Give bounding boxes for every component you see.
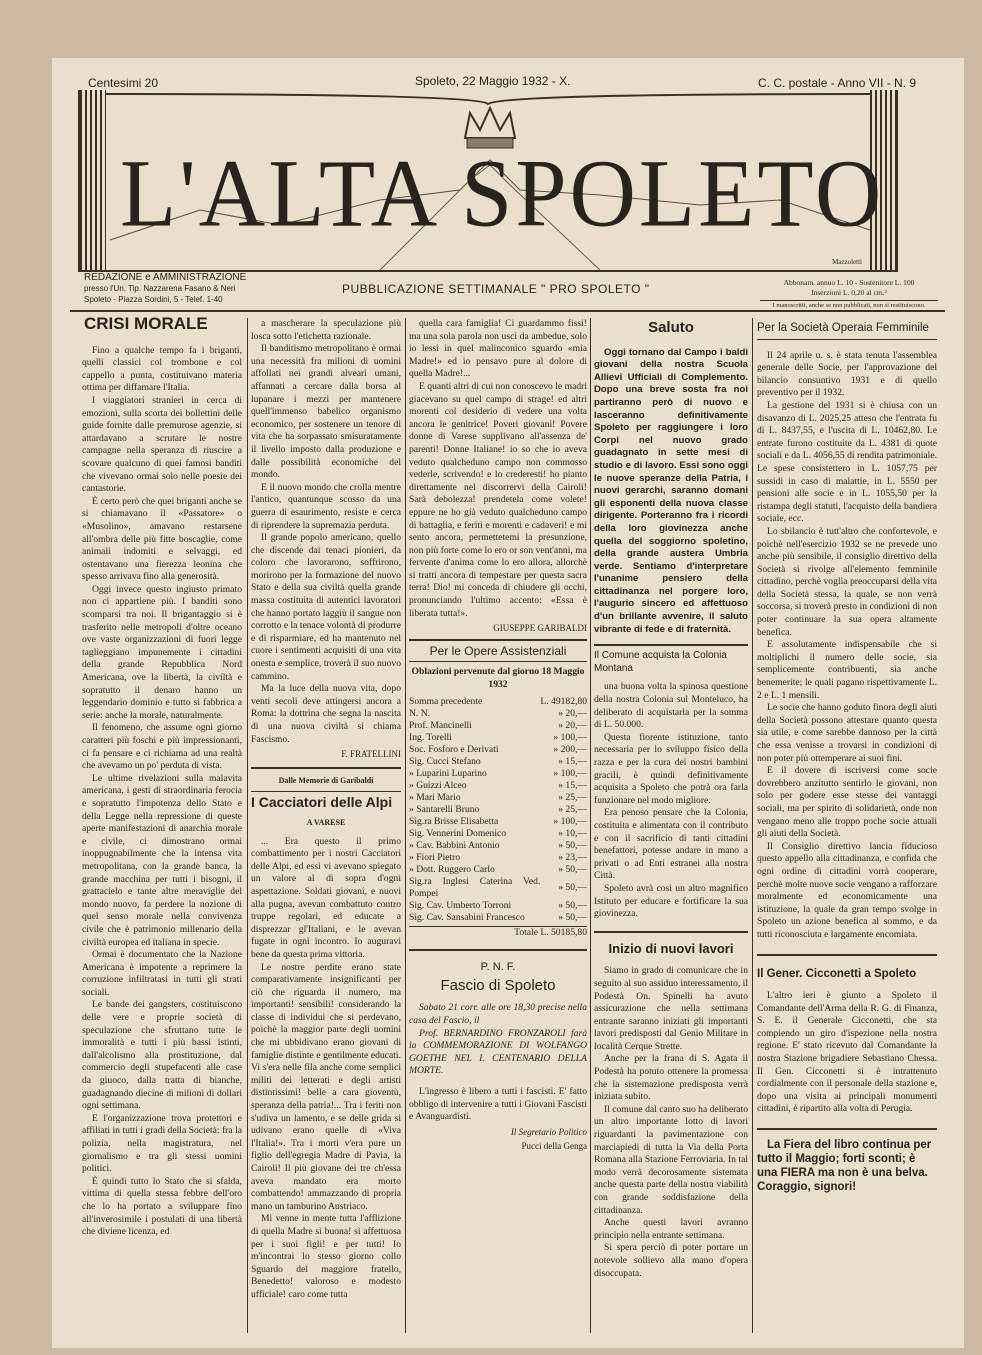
- donor-name: » Luparini Luparino: [409, 767, 487, 779]
- donation-row: [409, 792, 587, 804]
- donation-row: [409, 768, 587, 780]
- redazione-address: presso l'Un. Tip. Nazzarena Fasano & Neri: [84, 284, 236, 293]
- paragraph: E assolutamente indispensabile che si moltiplichi il numero delle socie, sia semplicemente contribuenti, sia anche benemerite; le quali pagano rispettivamente L. 2 e L. 1 mensili.: [757, 639, 937, 701]
- donation-row: [409, 912, 587, 924]
- divider: [752, 318, 753, 1333]
- paragraph: Fino a qualche tempo fa i briganti, quelli classici col trombone e col cappello a punta, costituivano materia ottima per diffamare l'Italia.: [82, 344, 242, 394]
- paragraph: Le socie che hanno goduto finora degli aiuti della Società possono attestare quanto questa sia utile, e come sarebbe dannoso per la città che essa venisse a trovarsi in condizioni di non poter più ottemperare ai suoi fini.: [757, 702, 937, 764]
- headline: Saluto: [648, 319, 694, 336]
- paragraph: ... Era questo il primo combattimento per i nostri Cacciatori delle Alpi, ed essi vi avevano spiegato un valore al di sopra d'ogni aspettazione. Soldati giovani, e nuovi alla pugna, avevan combattuto contro truppe regolari, ed educate a disprezzar gl'Italiani, e le avevan fugate in ogni incontro. Io auguravi bene da questa prima vittoria.: [251, 835, 401, 960]
- author: GIUSEPPE GARIBALDI: [493, 623, 587, 634]
- paragraph: Spoleto avrà così un altro magnifico Istituto per educare e fortificare la sua giovinezza.: [594, 882, 748, 920]
- paragraph: Oggi invece questo ingiusto primato non ci appartiene più. I banditi sono scomparsi tra noi. Il brigantaggio si è trasferito nelle metropoli d'oltre oceano ove vaste organizzazioni di fuori legge taglieggiano impunemente i cittadini della grande Repubblica Nord Americana, ove la libertà, la civiltà e sopratutto il denaro hanno un leggendario dominio e tutto si fabbrica a serie: anche la morale, naturalmente.: [82, 583, 242, 721]
- masthead: [78, 90, 898, 272]
- paragraph: Il fenomeno, che assume ogni giorno caratteri più foschi e più impressionanti, ci fa pensare e ci richiama ad una realtà che avevamo un po' perduta di vista.: [82, 722, 242, 772]
- paragraph: E quanti altri di cui non conoscevo le madri giacevano su quel campo di strage! ed altri morenti col desiderio di vedere una volta ancora le genitrice! Poveri giovani! Povere donne di Varese supplivano all'assenza de' parenti! Donne Italiane! io so che io aveva veduto qualcheduno campo non commosso vederle, scrivendo! e lo crederesti! ho pianto direttamente nel discorrervi della Cairoli! Sarà debolezza! prendetela come volete! eppure ne ho già veduto qualcheduno campo di battaglia, e feriti e morenti e cadaveri! e mi sento ancora, permettetemi la presunzione, non più forte come lo ero or son vent'anni, ma fervente d'anima come lo ero allora, allorchè si tratti ancora di tempestare per questa sacra terra! Dio! mi conceda di chiudere gli occhi, pronunciando l'ultimo accento: «Essa è liberata tutta!».: [409, 380, 587, 619]
- paragraph: una buona volta la spinosa questione della nostra Colonia sul Monteluco, ha deliberato di acquistarla per la somma di L. 50.000.: [594, 681, 748, 731]
- subheadline: Oblazioni pervenute dal giorno 18 Maggio 1932: [411, 666, 585, 691]
- divider: [70, 310, 945, 312]
- donation-row: [409, 780, 587, 792]
- donation-row: [409, 696, 587, 708]
- donation-amount: » 23,—: [558, 851, 587, 863]
- donation-amount: » 25,—: [558, 803, 587, 815]
- paragraph: Questa fiorente istituzione, tanto necessaria per lo sviluppo fisico della razza e per la cura dei nostri bambini gracili, è quindi definitivamente acquisita a Spoleto che potrà ora farla funzionare nel modo migliore.: [594, 731, 748, 806]
- author: F. FRATELLINI: [341, 749, 401, 760]
- donation-amount: » 50,—: [558, 899, 587, 911]
- donor-name: » Santarelli Bruno: [409, 803, 480, 815]
- donor-name: Prof. Mancinelli: [409, 719, 472, 731]
- donation-row: [409, 756, 587, 768]
- price: Centesimi 20: [88, 76, 159, 90]
- donation-amount: » 10,—: [558, 827, 587, 839]
- donations-total: Totale L. 50185,80: [409, 926, 587, 940]
- donation-row: [409, 720, 587, 732]
- donation-row: [409, 852, 587, 864]
- donation-row: [409, 864, 587, 876]
- paragraph: Mi venne in mente tutta l'afflizione di quella Madre sì buona! sì affettuosa per i suoi figli! e per tutti! Io m'incontrai lo stesso giorno collo Sguardo del maggiore fratello, Benedetto! valoroso e modesto ufficiale! caro come tutta: [251, 1213, 401, 1300]
- paragraph: E il dovere di iscriversi come socie dovrebbero anzitutto sentirlo le giovani, non solo per godere esse stesse dei vantaggi sociali, ma per spirito di solidarietà, onde non vengano meno alle troppo poche socie attuali gli aiuti della Società.: [757, 765, 937, 840]
- donation-amount: » 100,—: [553, 731, 587, 743]
- paragraph: Lo sbilancio è tutt'altro che confortevole, e poichè nell'esercizio 1932 se ne prevede uno anche più sensibile, il consiglio direttivo della Società si rivolge all'elemento femminile cittadino, perchè voglia preoccuparsi della vita della Società stessa, la quale, se non verrà soccorsa, si troverà presto in condizioni di non poter continuare la sua opera altamente benefica.: [757, 525, 937, 638]
- paragraph: Le ultime rivelazioni sulla malavita americana, i gesti di straordinaria ferocia e sopratutto l'impotenza dello Stato e della Legge nella repressione di queste aperte manifestazioni di anarchia morale e civile, ci dimostrano ormai inoppugnabilmente che la intensa vita metropolitana, con la grande banca, la grande macchina per tutti i bisogni, il grattacielo e tante altre meraviglie del mondo nuovo, fa perdere la nozione di quel senso morale nella convivenza civile che è patrimonio millenario della civiltà europea ed italiana in specie.: [82, 772, 242, 948]
- kicker: P. N. F.: [480, 961, 516, 974]
- signature: Pucci della Genga: [521, 1141, 587, 1152]
- headline: Inizio di nuovi lavori: [608, 940, 734, 956]
- paragraph: È certo però che quei briganti anche se si chiamavano il «Passatore» o «Musolino», amavano restarsene all'ombra delle più fitte boscaglie, come animali indomiti e selvaggi, ed ostentavano una fierezza leonina che spesso arrivava fino alla generosità.: [82, 495, 242, 583]
- artist-signature: Mazzoletti: [832, 258, 862, 266]
- donor-name: » Dott. Ruggero Carlo: [409, 863, 495, 875]
- paragraph: E il nuovo mondo che crolla mentre l'antico, quantunque scosso da una guerra di esaurimento, resiste e cerca di riprendere la supremazia perduta.: [251, 481, 401, 531]
- donation-amount: » 50,—: [558, 863, 587, 875]
- donation-amount: » 200,—: [553, 743, 587, 755]
- divider: [247, 318, 248, 1333]
- paragraph: Si spera perciò di poter portare un notevole sollievo alla mano d'opera disoccupata.: [594, 1242, 748, 1279]
- signature-title: Il Segretario Politico: [510, 1126, 587, 1137]
- paragraph: a mascherare la speculazione più losca sotto l'etichetta razionale.: [251, 318, 401, 342]
- subtitle: PUBBLICAZIONE SETTIMANALE " PRO SPOLETO ": [342, 282, 650, 296]
- donor-name: » Fiori Pietro: [409, 851, 461, 863]
- donation-row: [409, 744, 587, 756]
- newspaper-title: L'ALTA SPOLETO: [120, 139, 885, 247]
- paragraph: E l'organizzazione trova protettori e affiliati in tutti i gradi della Società: fra la polizia, nella magistratura, nel giornalismo e tra gli stessi uomini politici.: [82, 1112, 242, 1175]
- paragraph: L'ingresso è libero a tutti i fascisti. E' fatto obbligo di intervenire a tutti i Giovani Fascisti e Avanguardisti.: [409, 1085, 587, 1123]
- donation-row: [409, 840, 587, 852]
- paragraph: Il comune dal canto suo ha deliberato un altro importante lotto di lavori riguardanti la pavimentazione con marciapiedi di tutta la Via della Porta Romana alla Stazione Ferroviaria. In tal modo verrà decorosamente sistemata anche questa parte della nostra viabilità con grande soddisfazione della cittadinanza.: [594, 1103, 748, 1216]
- donor-name: Sig. Vennerini Domenico: [409, 827, 507, 839]
- paragraph: Siamo in grado di comunicare che in seguito al suo assiduo interessamento, il Podestà On. Spinelli ha avuto assicurazione che nella settimana entrante saranno iniziati gli importanti lavori predisposti dal Genio Militare in località Cerque Strette.: [594, 965, 749, 1052]
- paragraph: Era penoso pensare che la Colonia, costituita e alimentata con il contributo e con il sacrificio di tanti cittadini benefattori, potesse andare in mano a privati o ad Enti estranei alla nostra Città.: [594, 807, 748, 882]
- donation-row: [409, 732, 587, 744]
- donation-amount: » 100,—: [553, 767, 587, 779]
- headline: I Cacciatori delle Alpi: [251, 794, 393, 811]
- donor-name: Sig. Cav. Sansabini Francesco: [409, 911, 525, 923]
- donation-amount: » 50,—: [558, 881, 587, 893]
- donor-name: Sig.ra Brisse Elisabetta: [409, 815, 499, 827]
- article-saluto: [594, 318, 748, 1280]
- paragraph: Anche per la frana di S. Agata il Podestà ha potuto ottenere la promessa che la sistemazione predisposta verrà iniziata subito.: [594, 1053, 748, 1103]
- paragraph: Oggi tornano dal Campo i baldi giovani della nostra Scuola Allievi Ufficiali di Complemento. Dopo una breve sosta fra noi partiranno però di nuovo e lasceranno definitivamente Spoleto per raggiungere i loro Corpi nel nuovo grado guadagnato in sette mesi di studio e di lavoro. Essi sono oggi le nuove speranze della Patria, i nuovi gerarchi, saranno domani gli esponenti della nuova classe dirigente. Porteranno fra i ricordi della loro giovinezza anche quella del soggiorno spoletino, della grande austera Umbria verde. Sentiamo d'interpretare l'unanime pensiero della cittadinanza nel porgere loro, l'augurio sincero ed affettuoso d'un brillante avvenire, il saluto vibrante di fede e di fraternità.: [594, 346, 748, 635]
- paragraph: L'altro ieri è giunto a Spoleto il Comandante dell'Arma della R. G. di Finanza, S. E. il Generale Cicconetti, che sta compiendo un giro d'ispezione nella nostra regione. E' stato ricevuto dal Comandante la nostra Stazione brigadiere Sebastiano Chessa. Il Gen. Cicconetti si è intrattenuto cordialmente con il personale della stazione e, dopo una visita ai principali monumenti cittadini, è ripartito alla volta di Perugia.: [757, 990, 937, 1115]
- donation-row: [409, 816, 587, 828]
- donation-row: [409, 900, 587, 912]
- donation-row: [409, 804, 587, 816]
- donor-name: N. N.: [409, 707, 431, 719]
- donation-row: [409, 828, 587, 840]
- paragraph: quella cara famiglia! Ci guardammo fissi! ma una sola parola non uscì da ambedue, solo io lessi in quel malinconico sguardo «mia Madre!» ed io pensavo pure al dolore di quella Madre!...: [409, 318, 587, 380]
- article-garibaldi-cont: [409, 318, 587, 1155]
- paragraph: Il banditismo metropolitano è ormai una necessità fra milioni di uomini affollati nei grandi alveari umani, affannati a cercare dalla borsa al lupanare i mezzi per mantenere quell'immenso babelico organismo economico, per sostenere un tenore di vita che ha sorpassato smisuratamente il livello imposto dalla produzione e dalle possibilità economiche del mondo.: [251, 343, 401, 481]
- headline: Il Gener. Cicconetti a Spoleto: [757, 967, 917, 980]
- donation-row: [409, 876, 587, 900]
- headline: Per le Opere Assistenziali: [429, 643, 567, 658]
- subscription-rate: Abbonam. annuo L. 10 - Sostenitore L. 100: [783, 278, 915, 287]
- redazione-phone: Spoleto - Piazza Sordini, 5 - Telef. 1-40: [84, 295, 223, 304]
- donations-table: [409, 696, 587, 924]
- headline: CRISI MORALE: [84, 314, 208, 333]
- donor-name: Sig. Cav. Umberto Torroni: [409, 899, 512, 911]
- paragraph: I viaggiatori stranieri in cerca di emozioni, sulla scorta dei bollettini delle guide fornite dalle premurose agenzie, si attardavano a scrutare le nostre campagne nella speranza di riuscire a scovare qualcuno di quei famosi banditi che vivevano ormai solo nelle poesie dei cantastorie.: [82, 394, 242, 495]
- paragraph: Anche questi lavori avranno principio nella entrante settimana.: [594, 1217, 748, 1241]
- divider: [405, 318, 406, 1333]
- paragraph: Il Consiglio direttivo lancia fiducioso questo appello alla cittadinanza, e confida che ogni ordine di cittadini vorrà cooperare, perchè molte nuove socie vengano a rafforzare moralmente ed economicamente una istituzione, la quale da gran tempo svolge in Spoleto un azione benefica al sommo, e da tutti riconosciuta e largamente encomiata.: [757, 840, 937, 940]
- donation-amount: » 50,—: [558, 911, 587, 923]
- article-crisi-morale: [82, 314, 242, 1239]
- paragraph: Il 24 aprile u. s. è stata tenuta l'assemblea generale delle Socie, per l'approvazione del bilancio consuntivo 1931 e di quello preventivo per il 1932.: [757, 349, 937, 399]
- donation-row: [409, 708, 587, 720]
- donor-name: Soc. Fosforo e Derivati: [409, 743, 499, 755]
- donation-amount: » 50,—: [558, 839, 587, 851]
- donor-name: Somma precedente: [409, 695, 483, 707]
- kicker: Dalle Memorie di Garibaldi: [278, 775, 374, 785]
- paragraph: Le bande dei gangsters, costituiscono delle vere e proprie società di speculazione che sfruttano tutte le immoralità e tutti i più bassi istinti, dall'alcolismo alla prostituzione, dal commercio degli stupefacenti alle case da giuoco, dalla tratta di bianche, guadagnando diecine di milioni di dollari ogni settimana.: [82, 999, 242, 1112]
- headline: Fascio di Spoleto: [440, 976, 556, 994]
- issue-info: C. C. postale - Anno VII - N. 9: [758, 76, 917, 90]
- divider: [590, 318, 591, 1333]
- donor-name: Sig.ra Inglesi Caterina Ved. Pompei: [409, 875, 541, 899]
- paragraph: È quindi tutto lo Stato che si sfalda, vittima di quella stessa febbre dell'oro che lo ha portato a sviluppare fino all'inverosimile i postulati di una libertà che diviene licenza, ed: [82, 1175, 242, 1238]
- donor-name: » Guizzi Alceo: [409, 779, 467, 791]
- paragraph: Ma la luce della nuova vita, dopo venti secoli deve attingersi ancora a Roma: la dottrina che segna la nascita di una nuova civiltà si chiama Fascismo.: [251, 683, 401, 745]
- donation-amount: » 15,—: [558, 779, 587, 791]
- donor-name: Ing. Torelli: [409, 731, 452, 743]
- donation-amount: » 15,—: [558, 755, 587, 767]
- paragraph: Sabato 21 corr. alle ore 18,30 precise nella casa del Fascio, il: [409, 1002, 587, 1026]
- donation-amount: » 100,—: [553, 815, 587, 827]
- ad-rate: Inserzioni L. 0,20 al cm.²: [811, 288, 887, 297]
- donor-name: Sig. Cucci Stefano: [409, 755, 481, 767]
- donor-name: » Mari Mario: [409, 791, 461, 803]
- donation-amount: » 20,—: [558, 719, 587, 731]
- subheadline: A VARESE: [306, 817, 346, 827]
- paragraph: La gestione del 1931 si è chiusa con un disavanzo di L. 2025,25 atteso che l'entrata fu di L. 8437,55, e l'uscita di L. 10462,80. Le entrate furono costituite da L. 4381 di quote sociali e da L. 4056,55 di rendita patrimoniale. Le spese consistettero in L. 1057,75 per sussidi in caso di malattie, in L. 5550 per pensioni alle socie e in L. 1055,50 per la ristampa degli statuti, l'acquisto della bandiera sociale, ecc.: [757, 399, 937, 525]
- paragraph: Prof. BERNARDINO FRONZAROLI farà la COMMEMORAZIONE DI WOLFANGO GOETHE NEL I. CENTENARIO DELLA MORTE.: [409, 1027, 587, 1077]
- manuscripts-note: I manoscritti, anche se non pubblicati, non si restituiscono.: [760, 300, 938, 311]
- donation-amount: » 25,—: [558, 791, 587, 803]
- donation-amount: » 20,—: [558, 707, 587, 719]
- article-crisi-morale-cont: [251, 318, 401, 1302]
- headline: Il Comune acquista la Colonia Montana: [594, 650, 727, 674]
- dateline: Spoleto, 22 Maggio 1932 - X.: [415, 74, 571, 88]
- subscription-info: [760, 278, 938, 311]
- redazione-label: REDAZIONE e AMMINISTRAZIONE: [84, 272, 247, 283]
- paragraph: Le nostre perdite erano state comparativamente insignificanti per ciò che riguarda il numero, ma importanti! sensibili! considerando la classe di individui che si perdevano, poichè la maggior parte degli uomini che mi ubbidivano erano giovani di famiglie distinte e gentilmente educati. Vi s'era nelle fila anche come semplici militi dei letterati e degli artisti distintissimi! belle a cara gioventù, speranza della patria!... Tra i feriti non s'udiva un lamento, e se delle grida si udivano erano quelle di «Viva l'Italia!». Tra i morti v'era pure un figlio dell'egregia Madre di Pavia, la Cairoli! Il più giovane dei tre ch'essa aveva mandato era morto combattendo! ammazzando di propria mano un tamburino Austriaco.: [251, 961, 401, 1212]
- redazione: [84, 272, 246, 305]
- paragraph: Il grande popolo americano, quello che discende dai tenaci pionieri, da coloro che lavorarono, soffrirono, morirono per la formazione del nuovo Stato e della sua civiltà quella grande massa costituita di autentici lavoratori che hanno portato laggiù il sangue non corrotto e la tenace volontà di produrre e di risparmiare, ed ha mantenuto nel cuore i sentimenti acquisiti di una vita onesta e semplice, troverà il suo nuovo cammino.: [251, 532, 401, 682]
- donor-name: » Cav. Babbini Antonio: [409, 839, 500, 851]
- headline: Per la Società Operaia Femminile: [757, 322, 937, 340]
- donation-amount: L. 49182,80: [540, 695, 587, 707]
- paragraph: Ormai è documentato che la Nazione Americana è impotente a reprimere la corruzione infiltratasi in tutti gli strati sociali.: [82, 949, 242, 998]
- fiera-notice: La Fiera del libro continua per tutto il Maggio; forti sconti; è una FIERA ma non è una belva. Coraggio, signori!: [757, 1139, 932, 1194]
- article-societa-operaia: [757, 318, 937, 1194]
